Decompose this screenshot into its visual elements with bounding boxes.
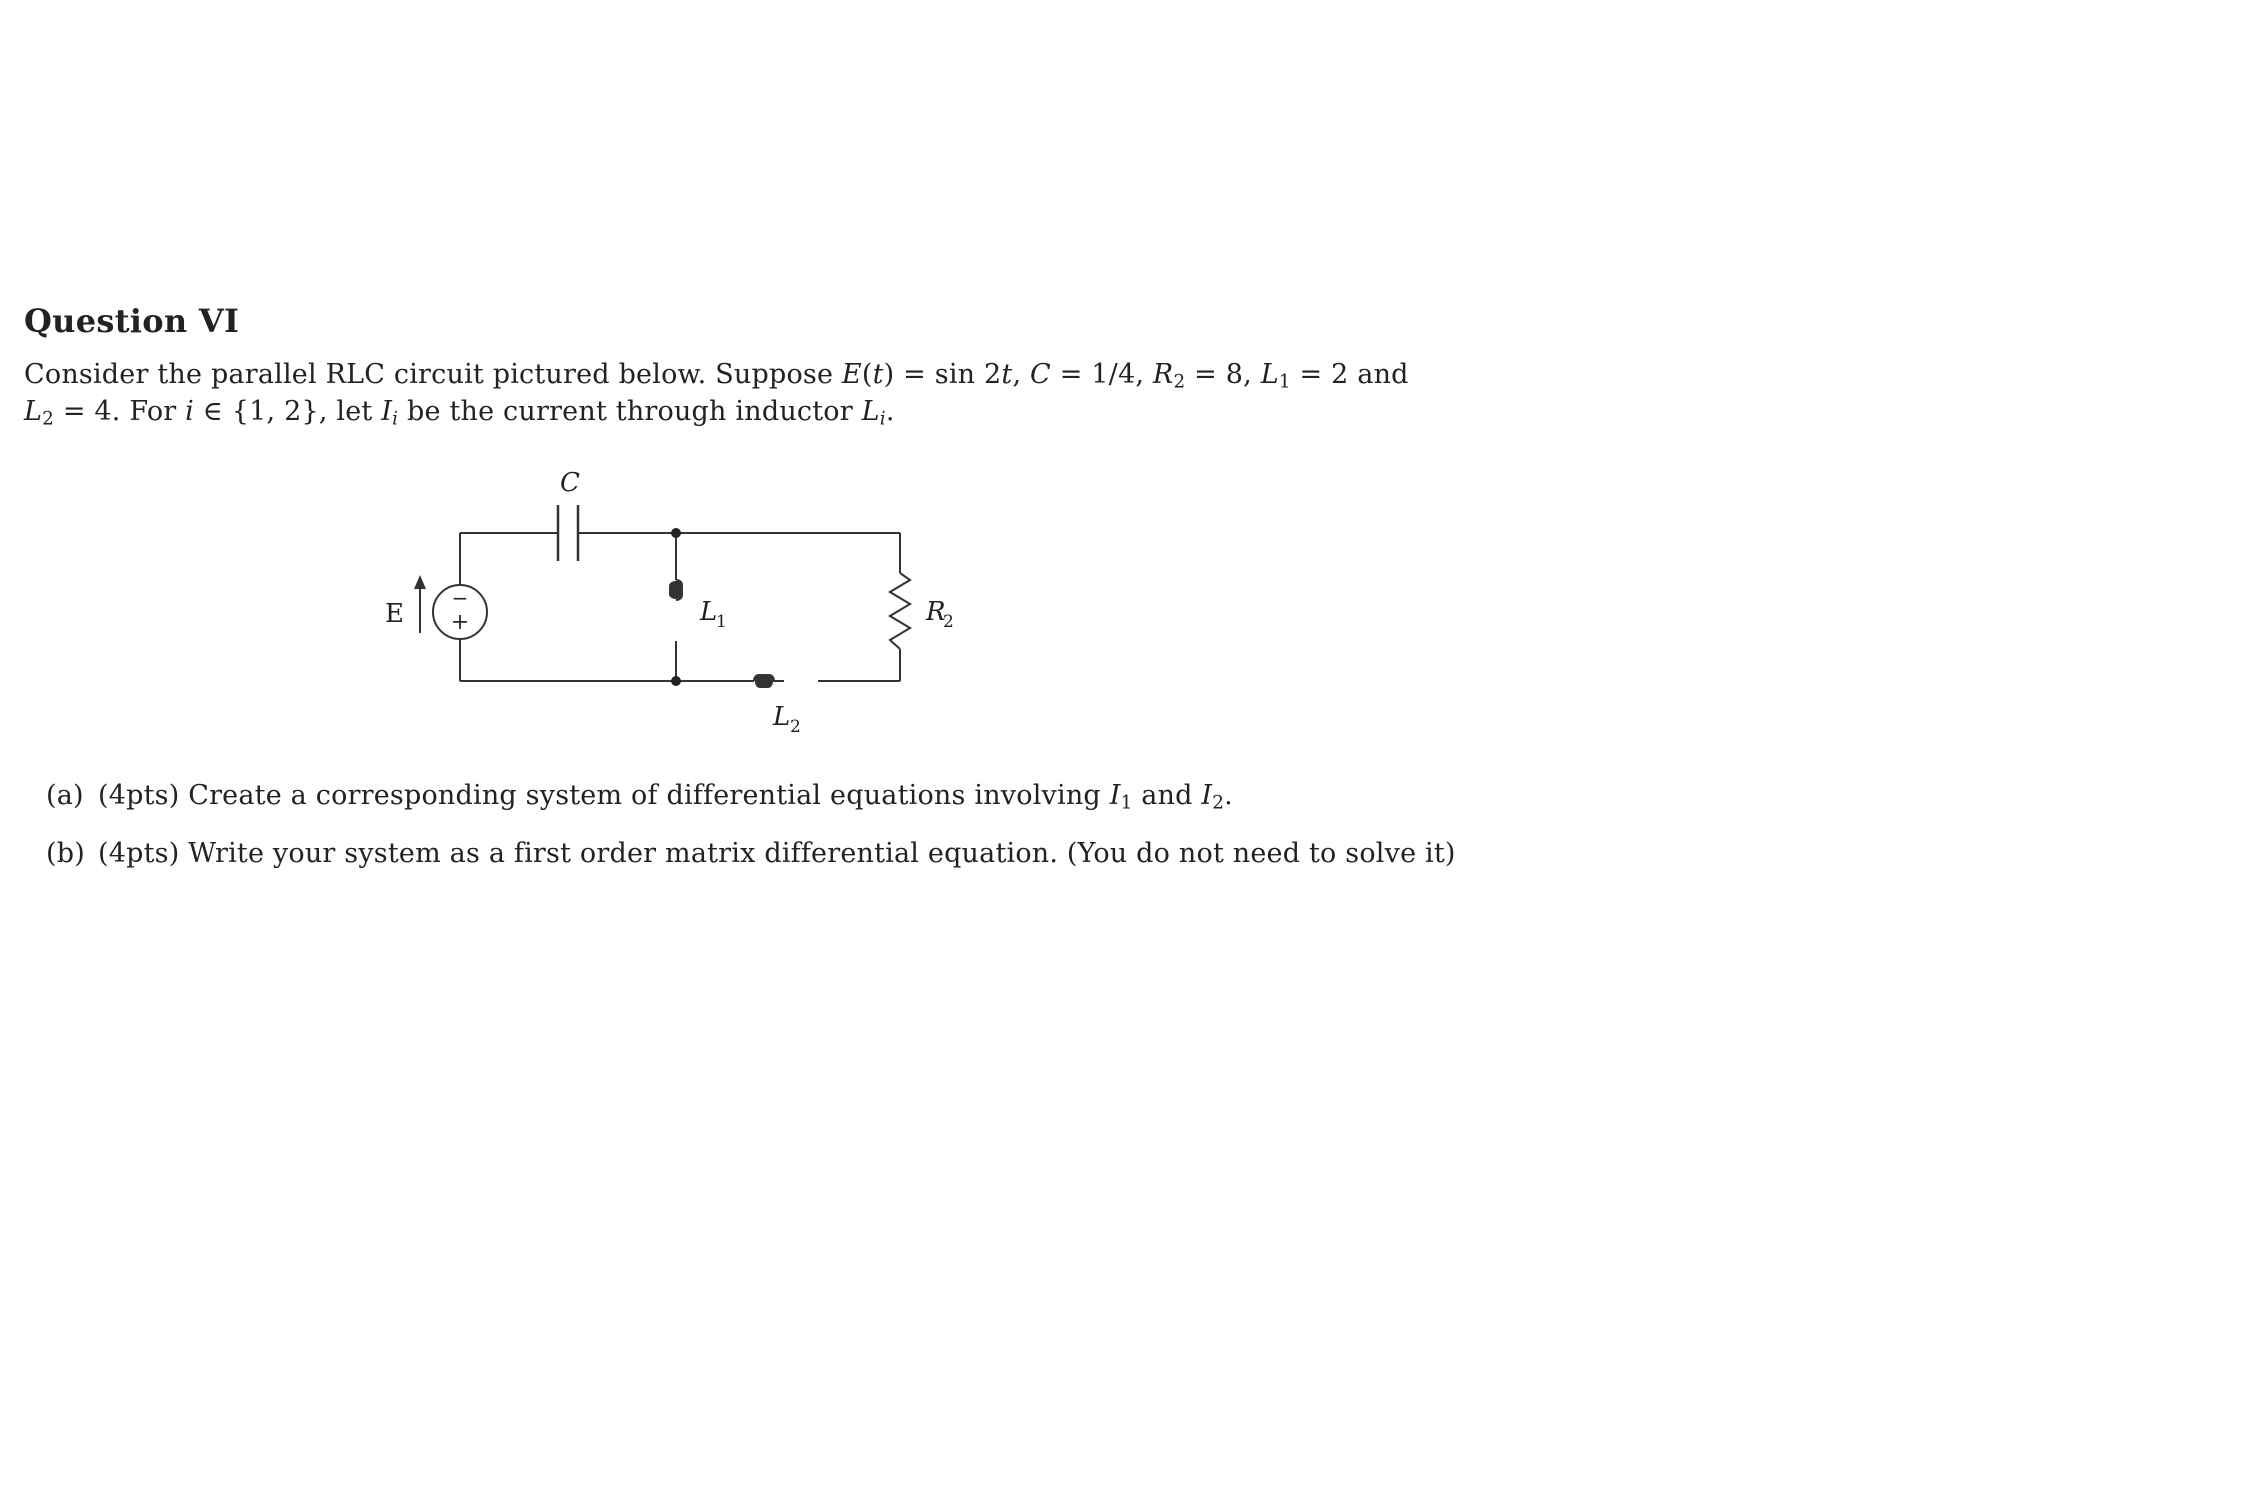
arrow-head-icon: [414, 575, 426, 589]
label-c: C: [560, 468, 580, 498]
question-part-a: (a) (4pts) Create a corresponding system of differential equations involving $I_1$ and $I_2$.: [46, 780, 1233, 814]
label-r2: R: [926, 597, 946, 627]
statement-line-1: Consider the parallel RLC circuit pictured below. Suppose E(t) = sin 2t, C = 1/4, $R_2 = 8$, $L_1 = 2$ and: [24, 359, 1409, 393]
node-top: [671, 528, 681, 538]
resistor-r2: [890, 573, 910, 649]
label-l1: L: [700, 597, 718, 627]
statement-line-2: $L_2 = 4$. For i ∈ {1, 2}, let $I_i$ be the current through inductor $L_i$.: [24, 396, 895, 430]
label-e: E: [385, 599, 404, 629]
source-plus-sign: +: [450, 610, 470, 635]
label-l2-sub: 2: [790, 717, 801, 737]
node-bottom: [671, 676, 681, 686]
label-l2: L: [773, 702, 791, 732]
label-r2-sub: 2: [943, 612, 954, 632]
rlc-circuit-diagram: [370, 455, 990, 755]
question-title: Question VI: [24, 302, 240, 340]
inductor-l1: [670, 580, 682, 600]
label-l1-sub: 1: [716, 612, 727, 632]
question-part-b: (b) (4pts) Write your system as a first order matrix differential equation. (You do not need to solve it): [46, 838, 1456, 869]
source-minus-sign: −: [451, 586, 469, 610]
inductor-l2: [754, 675, 784, 687]
problem-statement: [24, 356, 1409, 430]
